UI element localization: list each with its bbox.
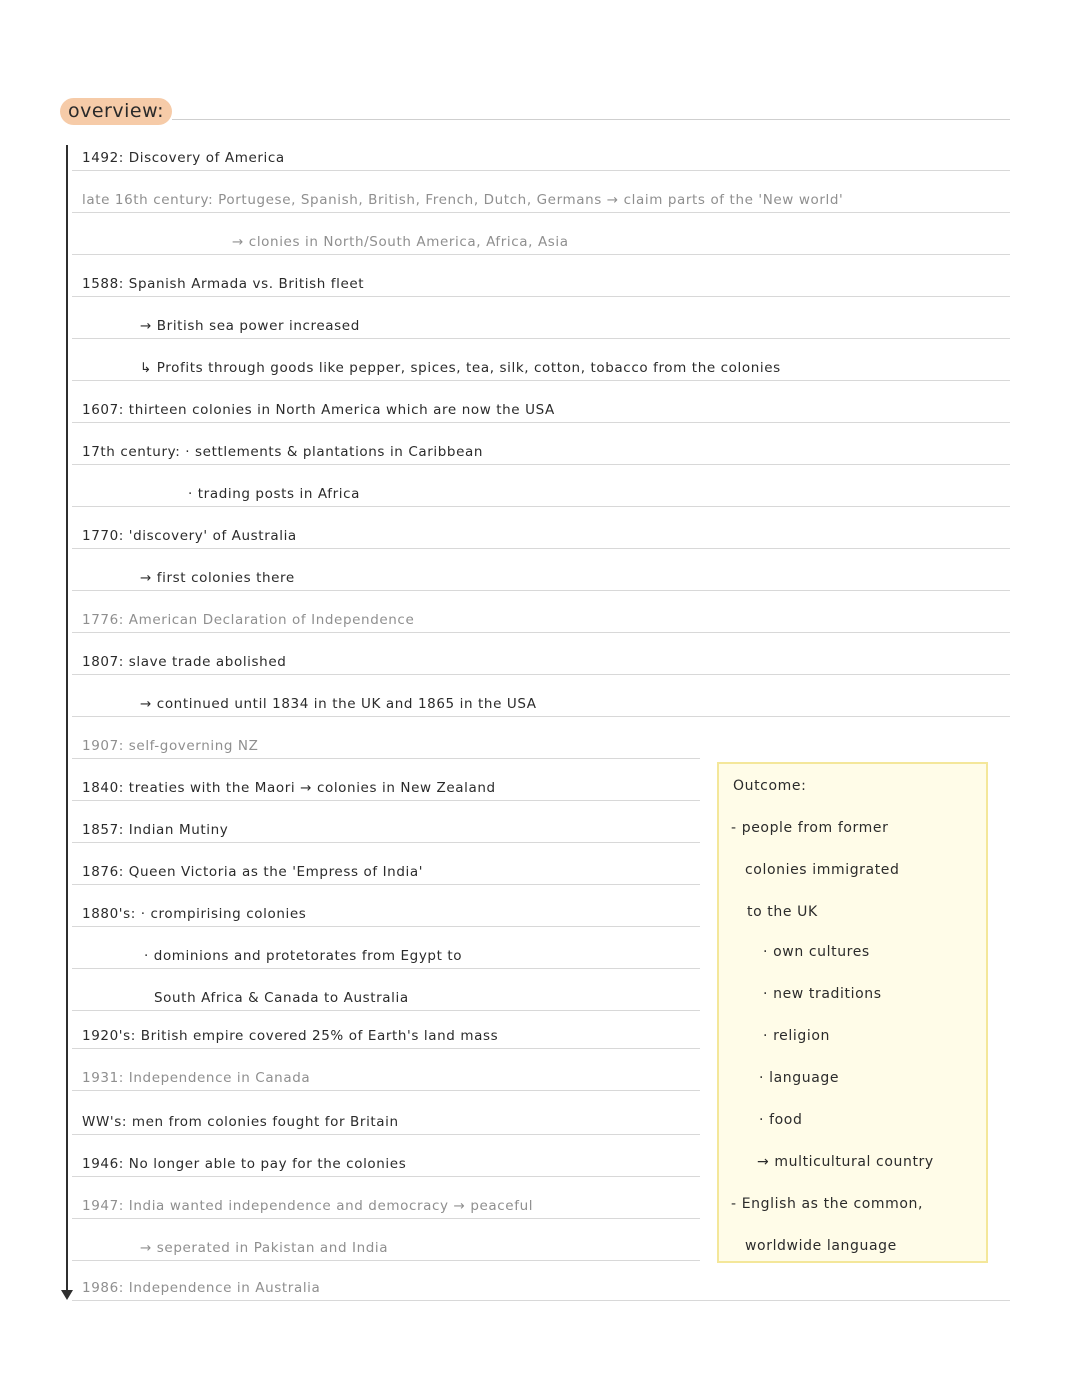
timeline-entry: · dominions and protetorates from Egypt to [72, 938, 700, 969]
timeline-entry: 1607: thirteen colonies in North America which are now the USA [72, 392, 1010, 423]
timeline-entry: 1946: No longer able to pay for the colonies [72, 1146, 700, 1177]
timeline-entry: 1947: India wanted independence and democracy → peaceful [72, 1188, 700, 1219]
outcome-heading: Outcome: [733, 778, 807, 794]
page-title: overview: [60, 98, 172, 125]
outcome-line: worldwide language [745, 1238, 897, 1254]
timeline-entry: WW's: men from colonies fought for Britain [72, 1104, 700, 1135]
timeline-entry: late 16th century: Portugese, Spanish, British, French, Dutch, Germans → claim parts of the 'New world' [72, 182, 1010, 213]
outcome-line: · language [759, 1070, 840, 1086]
outcome-line: - English as the common, [731, 1196, 924, 1212]
outcome-line: · own cultures [763, 944, 870, 960]
outcome-box [717, 762, 988, 1263]
outcome-line: · new traditions [763, 986, 882, 1002]
timeline-entry: 1876: Queen Victoria as the 'Empress of India' [72, 854, 700, 885]
timeline-entry: → British sea power increased [72, 308, 1010, 339]
timeline-entry: → continued until 1834 in the UK and 1865 in the USA [72, 686, 1010, 717]
timeline-entry: 1857: Indian Mutiny [72, 812, 700, 843]
timeline-entry: 17th century: · settlements & plantations in Caribbean [72, 434, 1010, 465]
timeline-entry: 1840: treaties with the Maori → colonies in New Zealand [72, 770, 700, 801]
timeline-entry: South Africa & Canada to Australia [72, 980, 700, 1011]
outcome-line: · food [759, 1112, 803, 1128]
timeline-entry: → seperated in Pakistan and India [72, 1230, 700, 1261]
timeline-entry: 1986: Independence in Australia [72, 1270, 1010, 1301]
outcome-line: → multicultural country [757, 1154, 934, 1170]
timeline-entry: 1492: Discovery of America [72, 140, 1010, 171]
timeline-entry: 1880's: · crompirising colonies [72, 896, 700, 927]
section-title-wrap [60, 96, 172, 126]
timeline-entry: 1776: American Declaration of Independence [72, 602, 1010, 633]
timeline-entry: 1588: Spanish Armada vs. British fleet [72, 266, 1010, 297]
timeline-entry: 1931: Independence in Canada [72, 1060, 700, 1091]
outcome-line: · religion [763, 1028, 830, 1044]
timeline-entry: 1807: slave trade abolished [72, 644, 1010, 675]
title-divider [172, 119, 1010, 120]
timeline-entry: → clonies in North/South America, Africa, Asia [72, 224, 1010, 255]
timeline-entry: 1920's: British empire covered 25% of Earth's land mass [72, 1018, 700, 1049]
outcome-line: colonies immigrated [745, 862, 900, 878]
outcome-line: - people from former [731, 820, 889, 836]
timeline-entry: ↳ Profits through goods like pepper, spices, tea, silk, cotton, tobacco from the colonies [72, 350, 1010, 381]
timeline-entry: 1770: 'discovery' of Australia [72, 518, 1010, 549]
outcome-line: to the UK [747, 904, 818, 920]
timeline-entry: → first colonies there [72, 560, 1010, 591]
timeline-entry: · trading posts in Africa [72, 476, 1010, 507]
timeline-entry: 1907: self-governing NZ [72, 728, 700, 759]
timeline-line [66, 145, 68, 1295]
